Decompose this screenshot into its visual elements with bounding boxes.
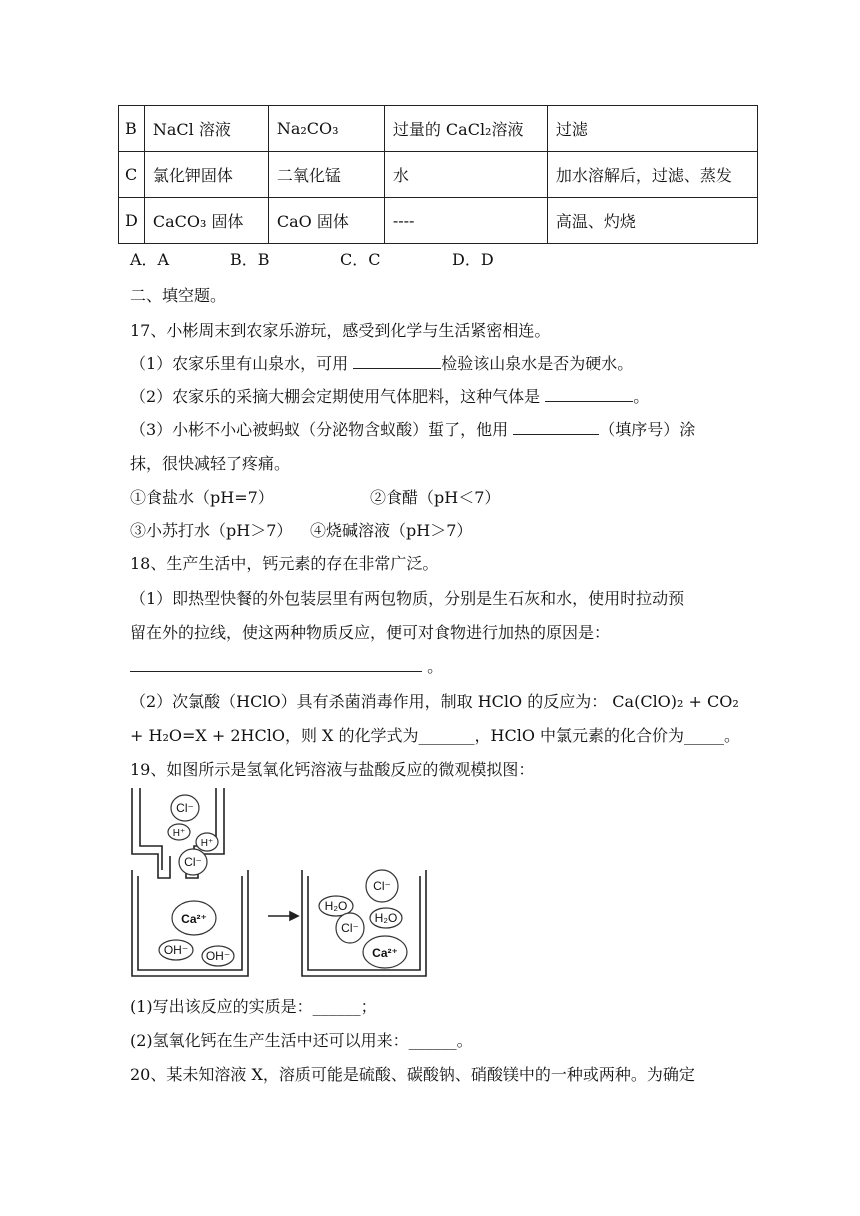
answer-blank[interactable]	[545, 387, 633, 402]
q17-part1-text: （1）农家乐里有山泉水，可用	[130, 354, 349, 373]
table-cell: 加水溶解后，过滤、蒸发	[547, 152, 757, 198]
q18-part1-end: 。	[427, 657, 444, 676]
q20-stem: 20、某未知溶液 X，溶质可能是硫酸、碳酸钠、硝酸镁中的一种或两种。为确定	[130, 1065, 695, 1084]
row-letter: D	[119, 198, 145, 244]
q17-part3	[130, 420, 695, 440]
q18-part1: （1）即热型快餐的外包装层里有两包物质，分别是生石灰和水，使用时拉动预	[130, 589, 685, 608]
q17-stem: 17、小彬周末到农家乐游玩，感受到化学与生活紧密相连。	[130, 321, 551, 340]
ion-label: Cl⁻	[341, 921, 359, 935]
choice-c: C．C	[340, 250, 381, 269]
table-cell: ----	[384, 198, 547, 244]
q18-part1-answer	[130, 657, 443, 677]
reaction-diagram	[128, 786, 448, 982]
choice-d: D．D	[452, 250, 494, 269]
table-cell: 过滤	[547, 106, 757, 152]
option-1: ①食盐水（pH=7）	[130, 488, 274, 507]
q18-part2-cont: + H₂O=X + 2HClO，则 X 的化学式为_______，HClO 中氯元素的化合价为_____。	[130, 726, 741, 745]
option-3: ③小苏打水（pH＞7）	[130, 521, 293, 540]
answer-choices	[130, 250, 494, 270]
row-letter: C	[119, 152, 145, 198]
ion-label: H₂O	[324, 899, 348, 913]
table-cell: Na₂CO₃	[268, 106, 384, 152]
option-4: ④烧碱溶液（pH＞7）	[310, 521, 473, 540]
ion-label: H⁺	[200, 838, 214, 849]
q17-part2	[130, 387, 649, 407]
ion-label: OH⁻	[163, 943, 189, 957]
q17-part3-text-end: （填序号）涂	[599, 420, 696, 439]
ion-label: Cl⁻	[176, 801, 194, 815]
ion-label: OH⁻	[205, 949, 231, 963]
q17-part2-text-end: 。	[633, 387, 650, 406]
answer-blank[interactable]	[513, 420, 599, 435]
table-cell: 水	[384, 152, 547, 198]
table-cell: 氯化钾固体	[144, 152, 268, 198]
table-row	[119, 106, 758, 152]
table-row	[119, 152, 758, 198]
table-cell: CaO 固体	[268, 198, 384, 244]
table-cell: 二氧化锰	[268, 152, 384, 198]
option-2: ②食醋（pH＜7）	[370, 488, 501, 507]
ion-label: H⁺	[172, 828, 186, 839]
table-cell: 高温、灼烧	[547, 198, 757, 244]
answer-blank[interactable]	[353, 354, 441, 369]
reaction-arrow	[268, 912, 298, 920]
ion-label: Cl⁻	[184, 855, 202, 869]
table-row	[119, 198, 758, 244]
ion-label: Ca²⁺	[181, 912, 207, 926]
beaker-right	[302, 870, 426, 976]
table-cell: 过量的 CaCl₂溶液	[384, 106, 547, 152]
ion-label: Cl⁻	[373, 879, 391, 893]
q17-part1	[130, 354, 633, 374]
ion-label: H₂O	[374, 911, 398, 925]
q17-options-row1	[130, 488, 500, 508]
table-cell: CaCO₃ 固体	[144, 198, 268, 244]
q18-stem: 18、生产生活中，钙元素的存在非常广泛。	[130, 554, 439, 573]
options-table	[118, 105, 758, 244]
q17-options-row2	[130, 521, 472, 541]
row-letter: B	[119, 106, 145, 152]
q17-part2-text: （2）农家乐的采摘大棚会定期使用气体肥料，这种气体是	[130, 387, 541, 406]
choice-a: A．A	[130, 250, 170, 269]
q17-part3-cont: 抹，很快减轻了疼痛。	[130, 454, 291, 473]
q19-stem: 19、如图所示是氢氧化钙溶液与盐酸反应的微观模拟图：	[130, 760, 535, 779]
choice-b: B．B	[230, 250, 270, 269]
q17-part3-text: （3）小彬不小心被蚂蚁（分泌物含蚁酸）蜇了，他用	[130, 420, 509, 439]
q18-part2: （2）次氯酸（HClO）具有杀菌消毒作用，制取 HClO 的反应为： Ca(ClO)₂ + CO₂	[130, 692, 739, 711]
table-cell: NaCl 溶液	[144, 106, 268, 152]
q19-part2: (2)氢氧化钙在生产生活中还可以用来：______。	[130, 1031, 473, 1050]
answer-blank[interactable]	[130, 657, 422, 672]
q17-part1-text-end: 检验该山泉水是否为硬水。	[441, 354, 634, 373]
q19-part1: (1)写出该反应的实质是：______；	[130, 997, 377, 1016]
section-heading: 二、填空题。	[130, 286, 227, 305]
q18-part1-cont: 留在外的拉线，使这两种物质反应，便可对食物进行加热的原因是：	[130, 623, 611, 642]
ion-label: Ca²⁺	[372, 946, 398, 960]
dropper-outline	[132, 788, 170, 878]
